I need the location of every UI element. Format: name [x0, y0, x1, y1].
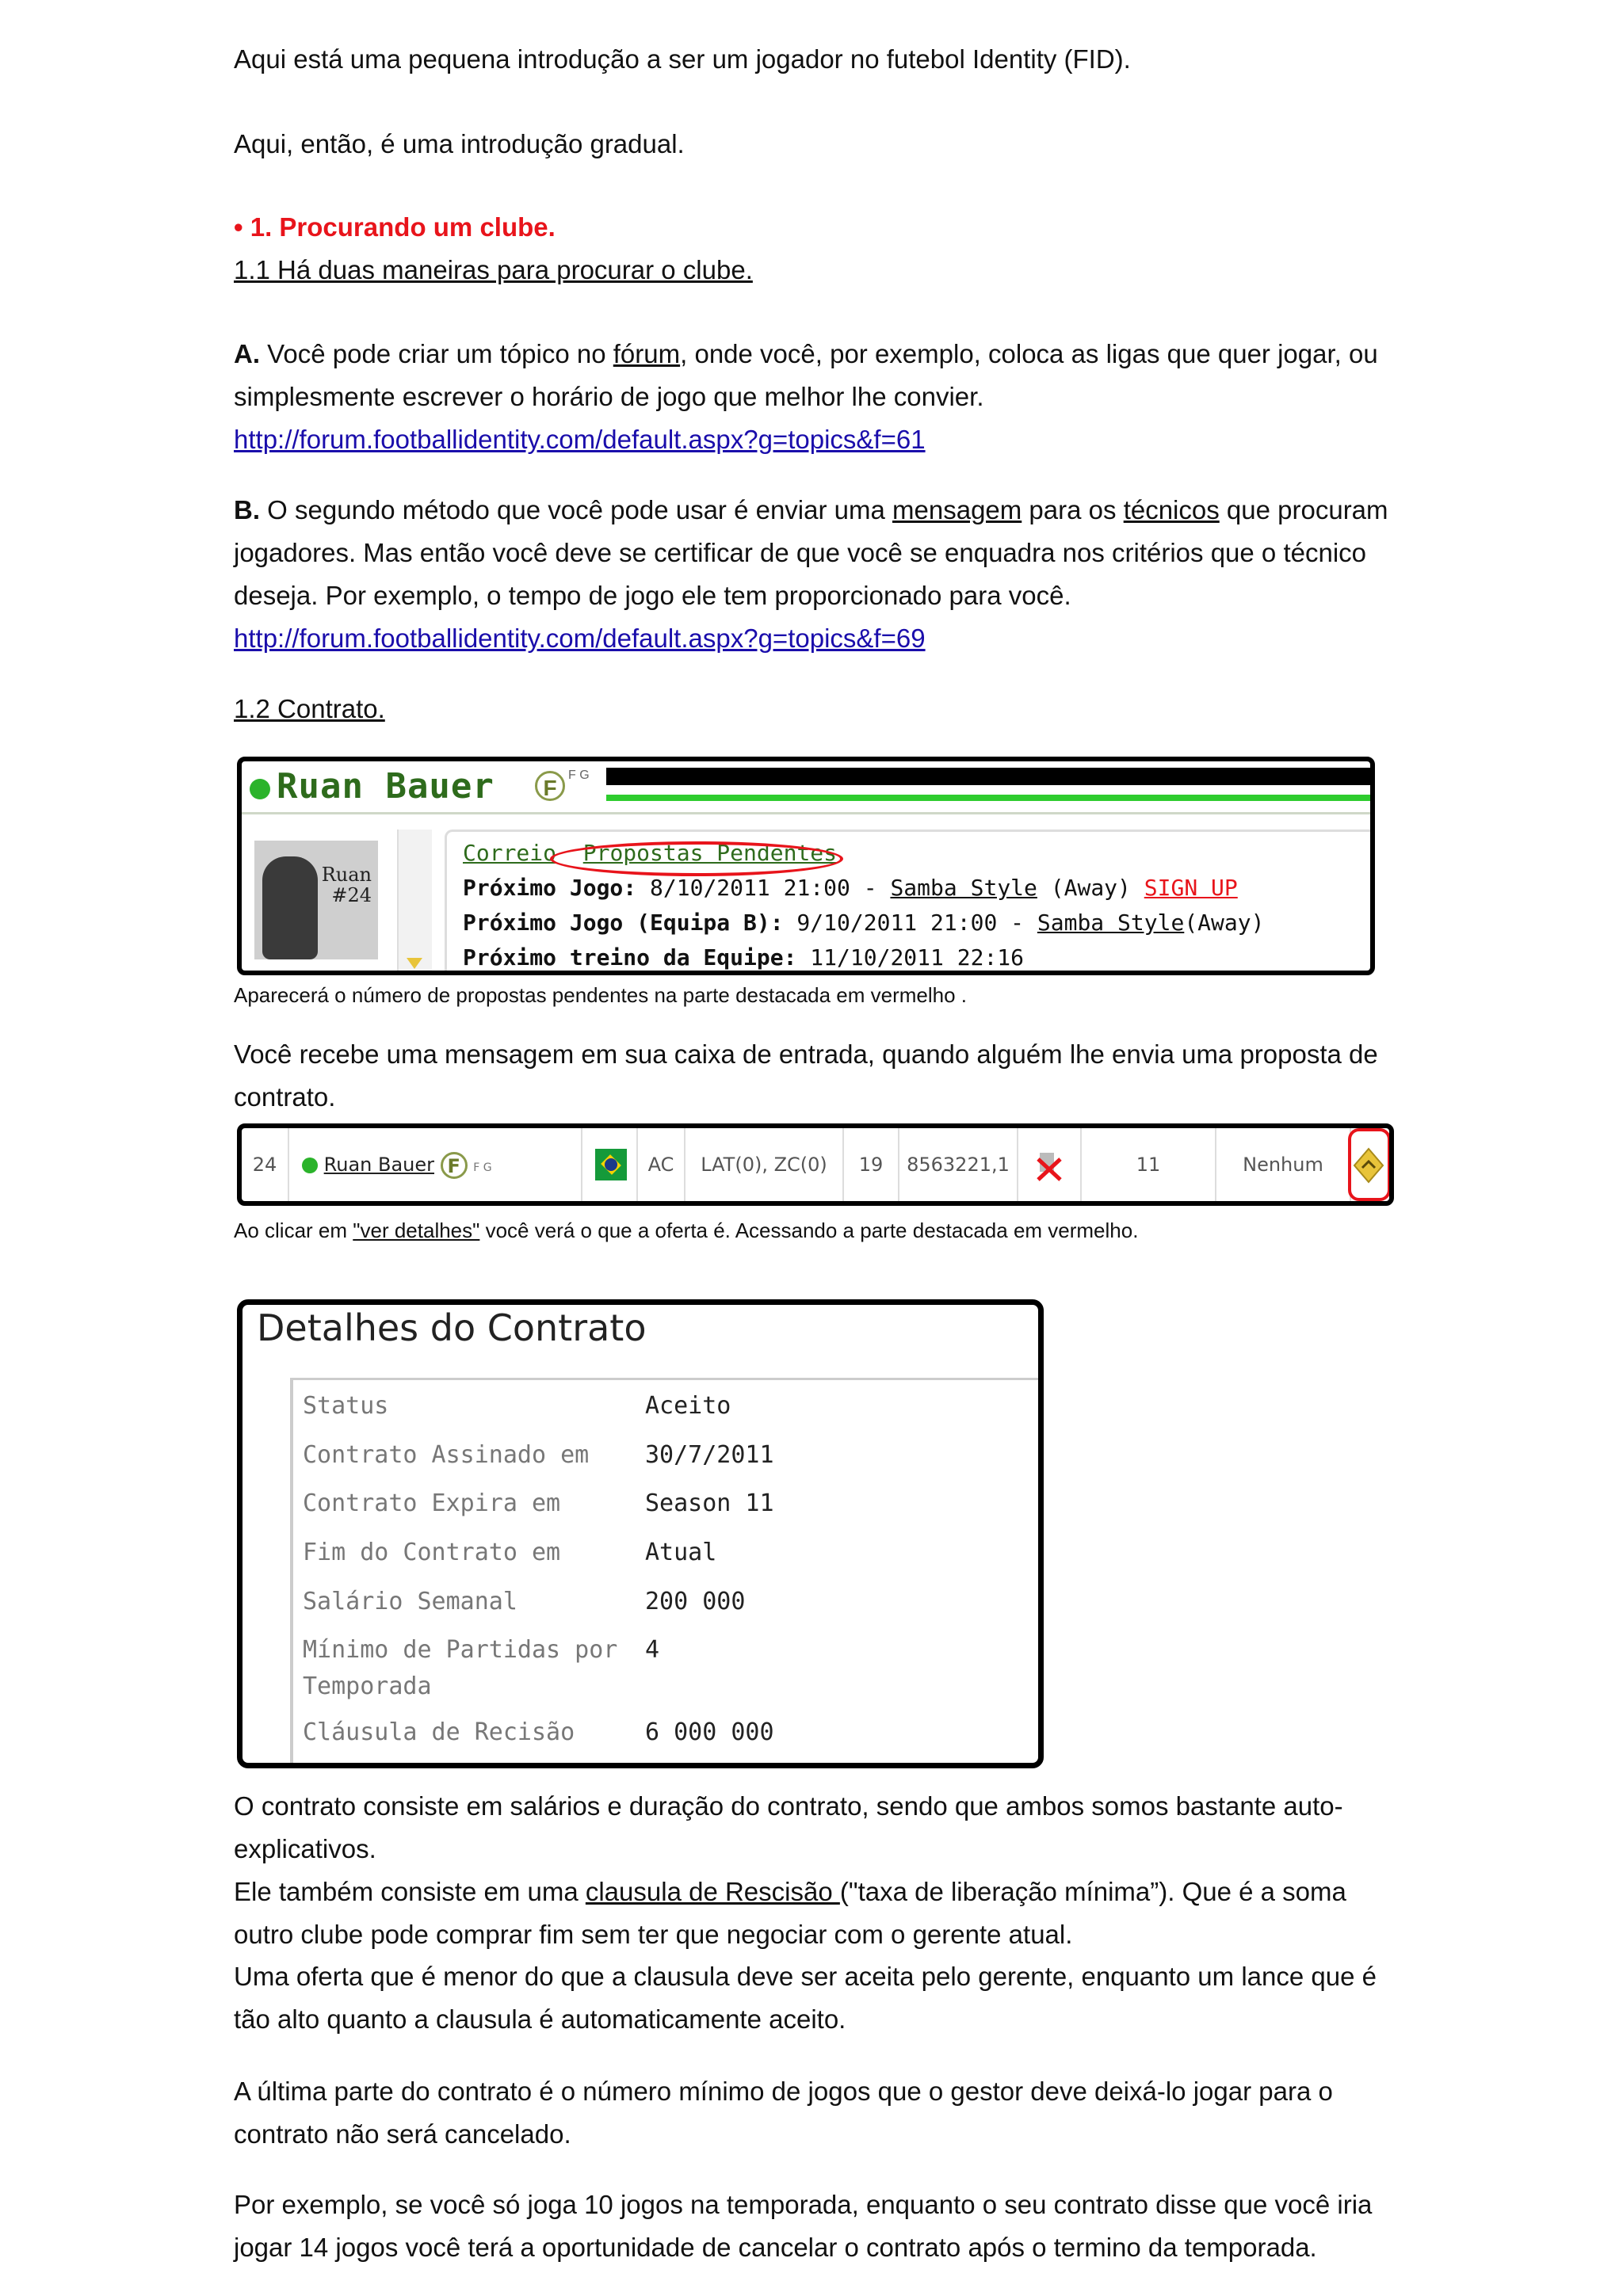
- tab-pending-offers[interactable]: Propostas Pendentes: [582, 840, 838, 866]
- offer-row-screenshot: [237, 1123, 1394, 1206]
- method-a-paragraph: [234, 333, 1399, 461]
- forum-url-69[interactable]: http://forum.footballidentity.com/default.aspx?g=topics&f=69: [234, 624, 926, 653]
- scroll-down-icon[interactable]: [407, 958, 422, 969]
- contract-details-screenshot: [237, 1299, 1044, 1768]
- row-player-cell: [289, 1128, 582, 1201]
- contract-paragraph-3: Uma oferta que é menor do que a clausula deve ser aceita pelo gerente, enquanto um lance que é tão alto quanto a clausula é automaticamente aceito.: [234, 1962, 1377, 2034]
- contract-row: [303, 1535, 717, 1571]
- contract-heading: 1.2 Contrato.: [234, 694, 385, 723]
- clausula-link[interactable]: clausula de Rescisão: [585, 1877, 840, 1906]
- ver-detalhes-link[interactable]: "ver detalhes": [353, 1219, 480, 1242]
- caption2-before: Ao clicar em: [234, 1219, 353, 1242]
- contract-row-key: Contrato Expira em: [303, 1489, 561, 1517]
- player-photo: [254, 841, 378, 959]
- forum-link[interactable]: fórum: [613, 339, 681, 368]
- contract-row-value: 200 000: [645, 1588, 746, 1615]
- flag-cell: [582, 1128, 638, 1201]
- contract-row-key: Salário Semanal: [303, 1588, 517, 1615]
- contract-row-key: Contrato Assinado em: [303, 1441, 590, 1469]
- contract-paragraph-1: O contrato consiste em salários e duração do contrato, sendo que ambos somos bastante auto-explicativos.: [234, 1791, 1343, 1863]
- tecnicos-link[interactable]: técnicos: [1123, 495, 1220, 524]
- next-game-b-team-link[interactable]: Samba Style: [1037, 910, 1185, 936]
- next-game-b-away: (Away): [1184, 910, 1265, 936]
- contract-row-key: Status: [303, 1392, 389, 1420]
- next-game-label: Próximo Jogo:: [463, 875, 637, 901]
- photo-caption: Ruan #24: [321, 864, 372, 906]
- online-status-icon: [250, 779, 270, 799]
- contract-row-value: 6 000 000: [645, 1718, 774, 1746]
- method-b-text1: O segundo método que você pode usar é enviar uma: [260, 495, 893, 524]
- contract-details-title: Detalhes do Contrato: [257, 1306, 647, 1349]
- contract-details-table: [290, 1378, 1038, 1763]
- contract2-before: Ele também consiste em uma: [234, 1877, 586, 1906]
- contract-row: [303, 1584, 746, 1620]
- row-value: 8563221,1: [899, 1128, 1018, 1201]
- contract2-after: ("taxa de liberação mínima”). Que é a soma outro clube pode comprar fim sem ter que negociar com o gerente atual.: [234, 1877, 1346, 1949]
- contract-row-key: Fim do Contrato em: [303, 1539, 561, 1566]
- method-a-text-after: , onde você, por exemplo, coloca as ligas que quer jogar, ou simplesmente escrever o horário de jogo que melhor lhe convier.: [234, 339, 1378, 411]
- method-b-label: B.: [234, 495, 260, 524]
- next-game-value: 8/10/2011 21:00 -: [636, 875, 891, 901]
- inbox-paragraph: Você recebe uma mensagem em sua caixa de entrada, quando alguém lhe envia uma proposta de contrato.: [234, 1039, 1378, 1112]
- caption-1: Aparecerá o número de propostas pendentes na parte destacada em vermelho .: [234, 983, 968, 1007]
- info-panel: [445, 830, 1370, 971]
- method-a-text: Você pode criar um tópico no: [260, 339, 613, 368]
- injury-icon: [1033, 1148, 1065, 1183]
- method-a-label: A.: [234, 339, 260, 368]
- caption2-after: você verá o que a oferta é. Acessando a parte destacada em vermelho.: [479, 1219, 1139, 1242]
- mensagem-link[interactable]: mensagem: [892, 495, 1022, 524]
- contract-row: [303, 1388, 731, 1425]
- view-details-icon[interactable]: [1351, 1146, 1386, 1185]
- method-b-text2: para os: [1022, 495, 1124, 524]
- intro2-paragraph: Aqui, então, é uma introdução gradual.: [234, 129, 685, 158]
- next-training-label: Próximo treino da Equipe:: [463, 944, 797, 971]
- last-part-paragraph: A última parte do contrato é o número mínimo de jogos que o gestor deve deixá-lo jogar para o contrato não será cancelado.: [234, 2077, 1333, 2149]
- scrollbar[interactable]: [397, 830, 432, 975]
- row-positions: LAT(0), ZC(0): [685, 1128, 844, 1201]
- highlight-oval: [550, 841, 843, 876]
- sign-up-link[interactable]: SIGN UP: [1144, 875, 1238, 901]
- online-status-icon: [302, 1158, 318, 1173]
- injury-icon-cell: [1018, 1128, 1082, 1201]
- contract-row: [303, 1714, 774, 1751]
- next-training-value: 11/10/2011 22:16: [796, 944, 1025, 971]
- tab-mail[interactable]: Correio: [463, 840, 557, 866]
- row-status: Nenhum: [1216, 1128, 1351, 1201]
- row-age: 19: [844, 1128, 899, 1201]
- row-player-name[interactable]: Ruan Bauer: [323, 1154, 435, 1176]
- contract-row: [303, 1486, 774, 1522]
- next-game-b-value: 9/10/2011 21:00 -: [783, 910, 1037, 936]
- method-b-text3: que procuram jogadores. Mas então você deve se certificar de que você se enquadra nos critérios que o técnico deseja. Por exemplo, o tempo de jogo ele tem proporcionado para você.: [234, 495, 1388, 610]
- contract-row: [303, 1437, 774, 1474]
- section1-subtitle: 1.1 Há duas maneiras para procurar o clube.: [234, 255, 753, 284]
- example-paragraph: Por exemplo, se você só joga 10 jogos na temporada, enquanto o seu contrato disse que você iria jogar 14 jogos você terá a oportunidade de cancelar o contrato após o termino da temporada.: [234, 2190, 1373, 2262]
- contract-row: [303, 1632, 778, 1705]
- section1-title: • 1. Procurando um clube.: [234, 212, 556, 242]
- next-game-away: (Away): [1037, 875, 1144, 901]
- row-number: 24: [242, 1128, 289, 1201]
- forum-url-61[interactable]: http://forum.footballidentity.com/default.aspx?g=topics&f=61: [234, 425, 926, 454]
- contract-row-value: 4: [645, 1636, 660, 1664]
- contract-row-value: 30/7/2011: [645, 1441, 774, 1469]
- contract-row-value: Season 11: [645, 1489, 774, 1517]
- contract-paragraph-2: [234, 1871, 1407, 1956]
- fg-badge-icon: F: [441, 1152, 468, 1179]
- fg-badge-sub: F G: [568, 769, 590, 782]
- row-count: 11: [1082, 1128, 1216, 1201]
- fg-badge-icon: F: [535, 771, 565, 801]
- next-game-team-link[interactable]: Samba Style: [890, 875, 1037, 901]
- fg-badge-sub: F G: [473, 1161, 492, 1174]
- next-game-b-label: Próximo Jogo (Equipa B):: [463, 910, 784, 936]
- header-bars: [606, 768, 1370, 815]
- contract-row-key: Cláusula de Recisão: [303, 1718, 575, 1746]
- caption-2: [234, 1216, 1138, 1245]
- player-header-screenshot: [237, 757, 1375, 975]
- brazil-flag-icon: [595, 1149, 627, 1180]
- contract-row-key: Mínimo de Partidas por: [303, 1636, 618, 1664]
- contract-row-value: Atual: [645, 1539, 717, 1566]
- method-b-paragraph: [234, 489, 1399, 660]
- contract-row-value: Aceito: [645, 1392, 731, 1420]
- player-name: Ruan Bauer: [277, 766, 495, 807]
- intro-paragraph: Aqui está uma pequena introdução a ser um jogador no futebol Identity (FID).: [234, 44, 1131, 74]
- row-pos-short: AC: [638, 1128, 685, 1201]
- contract-row-key-line2: Temporada: [303, 1672, 432, 1700]
